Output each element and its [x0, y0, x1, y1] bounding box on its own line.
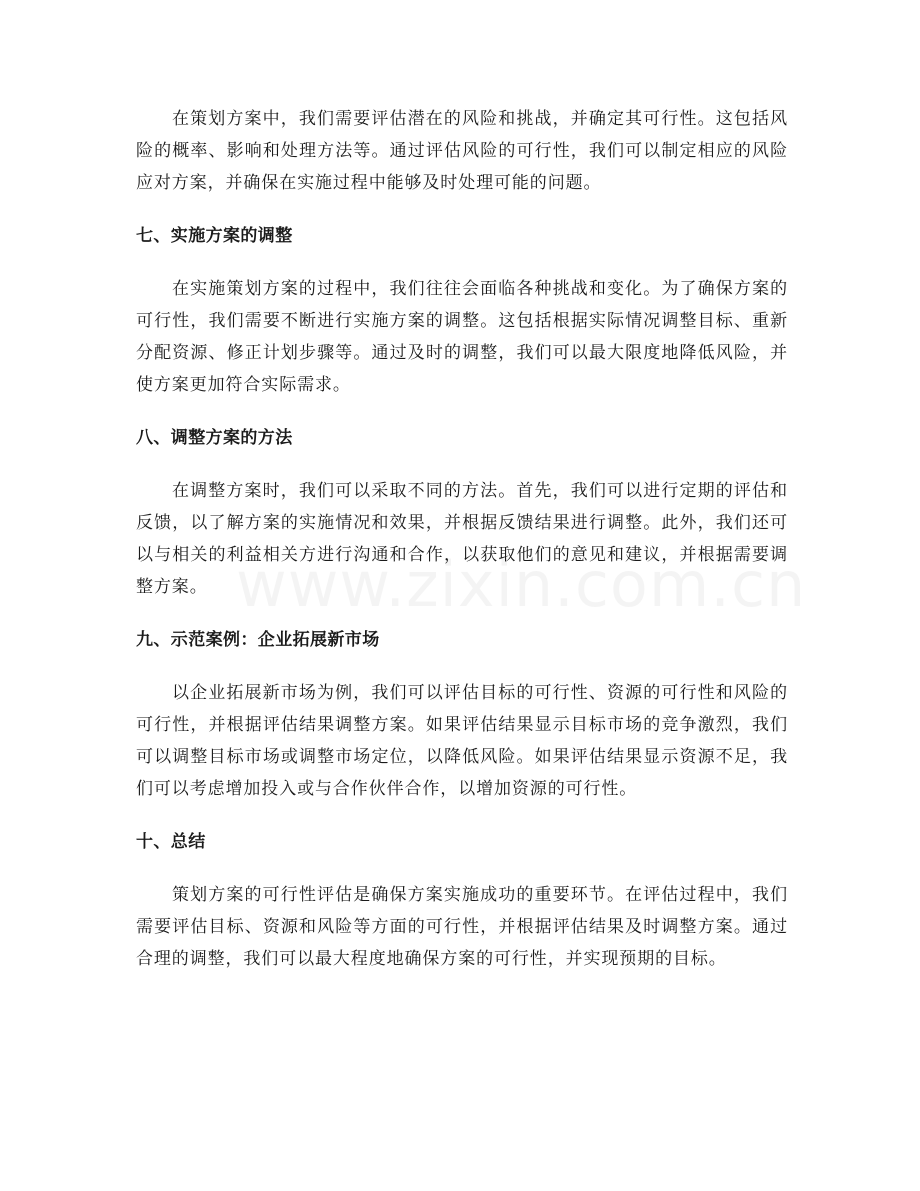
heading-section-7: 七、实施方案的调整 — [136, 226, 293, 246]
heading-section-10: 十、总结 — [136, 832, 206, 852]
heading-section-9: 九、示范案例：企业拓展新市场 — [136, 630, 380, 650]
paragraph-risk-assessment: 在策划方案中，我们需要评估潜在的风险和挑战，并确定其可行性。这包括风险的概率、影响和处理方法等。通过评估风险的可行性，我们可以制定相应的风险应对方案，并确保在实施过程中能够及时处理可能的问题。 — [136, 109, 788, 193]
paragraph-section-9: 以企业拓展新市场为例，我们可以评估目标的可行性、资源的可行性和风险的可行性，并根据评估结果调整方案。如果评估结果显示目标市场的竞争激烈，我们可以调整目标市场或调整市场定位，以降低风险。如果评估结果显示资源不足，我们可以考虑增加投入或与合作伙伴合作，以增加资源的可行性。 — [136, 683, 788, 799]
paragraph-section-7: 在实施策划方案的过程中，我们往往会面临各种挑战和变化。为了确保方案的可行性，我们需要不断进行实施方案的调整。这包括根据实际情况调整目标、重新分配资源、修正计划步骤等。通过及时的调整，我们可以最大限度地降低风险，并使方案更加符合实际需求。 — [136, 279, 788, 395]
paragraph-section-10: 策划方案的可行性评估是确保方案实施成功的重要环节。在评估过程中，我们需要评估目标、资源和风险等方面的可行性，并根据评估结果及时调整方案。通过合理的调整，我们可以最大程度地确保方案的可行性，并实现预期的目标。 — [136, 885, 788, 969]
heading-section-8: 八、调整方案的方法 — [136, 428, 293, 448]
paragraph-section-8: 在调整方案时，我们可以采取不同的方法。首先，我们可以进行定期的评估和反馈，以了解方案的实施情况和效果，并根据反馈结果进行调整。此外，我们还可以与相关的利益相关方进行沟通和合作，以获取他们的意见和建议，并根据需要调整方案。 — [136, 481, 788, 597]
